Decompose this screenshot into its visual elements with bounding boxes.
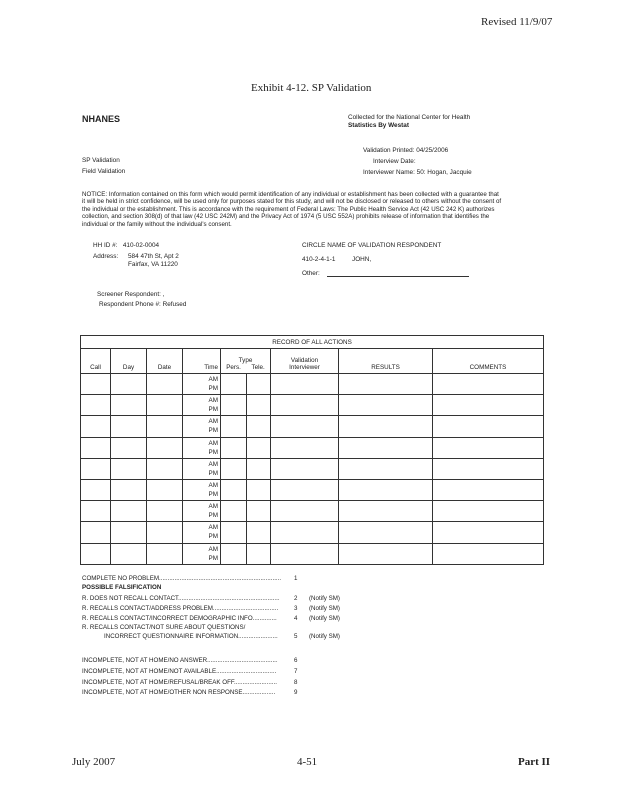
table-title: RECORD OF ALL ACTIONS bbox=[81, 336, 544, 349]
cell-pers[interactable] bbox=[221, 374, 247, 395]
code-note: (Notify SM) bbox=[309, 615, 340, 622]
cell-pers[interactable] bbox=[221, 543, 247, 564]
col-time: Time bbox=[183, 349, 221, 374]
cell-comments[interactable] bbox=[433, 437, 544, 458]
cell-comments[interactable] bbox=[433, 395, 544, 416]
cell-tele[interactable] bbox=[247, 543, 271, 564]
cell-call[interactable] bbox=[81, 395, 111, 416]
cell-day[interactable] bbox=[111, 458, 147, 479]
code-note: (Notify SM) bbox=[309, 595, 340, 602]
pm-label: PM bbox=[208, 554, 218, 562]
code-label: R. DOES NOT RECALL CONTACT........................................................... bbox=[82, 595, 280, 602]
code-number: 7 bbox=[294, 668, 298, 675]
pm-label: PM bbox=[208, 406, 218, 414]
cell-comments[interactable] bbox=[433, 458, 544, 479]
cell-date[interactable] bbox=[147, 522, 183, 543]
cell-call[interactable] bbox=[81, 374, 111, 395]
cell-day[interactable] bbox=[111, 437, 147, 458]
table-row bbox=[81, 543, 544, 564]
cell-pers[interactable] bbox=[221, 458, 247, 479]
col-date: Date bbox=[147, 349, 183, 374]
type-label: Type bbox=[238, 357, 253, 364]
screener-label: Screener Respondent: bbox=[97, 291, 161, 298]
cell-results[interactable] bbox=[339, 479, 433, 500]
code-label: INCOMPLETE, NOT AT HOME/NO ANSWER......................................... bbox=[82, 657, 278, 664]
cell-time[interactable] bbox=[183, 374, 221, 395]
code-number: 4 bbox=[294, 615, 298, 622]
am-label: AM bbox=[208, 545, 218, 553]
result-code-item bbox=[82, 605, 340, 612]
cell-day[interactable] bbox=[111, 416, 147, 437]
interview-date-label: Interview Date: bbox=[373, 158, 416, 165]
cell-interviewer[interactable] bbox=[271, 458, 339, 479]
record-of-actions-table bbox=[80, 335, 544, 565]
interviewer-name-value: 50: Hogan, Jacquie bbox=[416, 169, 472, 176]
col-tele: Tele. bbox=[251, 364, 265, 371]
cell-interviewer[interactable] bbox=[271, 479, 339, 500]
collected-line1: Collected for the National Center for Health bbox=[348, 114, 471, 121]
footer-date: July 2007 bbox=[72, 756, 116, 768]
code-label: POSSIBLE FALSIFICATION bbox=[82, 584, 162, 591]
table-row bbox=[81, 395, 544, 416]
pm-label: PM bbox=[208, 533, 218, 541]
code-label: INCOMPLETE, NOT AT HOME/REFUSAL/BREAK OFF......................... bbox=[82, 679, 277, 686]
code-number: 8 bbox=[294, 679, 298, 686]
cell-time[interactable] bbox=[183, 395, 221, 416]
result-code-item bbox=[82, 689, 298, 696]
cell-call[interactable] bbox=[81, 543, 111, 564]
pm-label: PM bbox=[208, 469, 218, 477]
cell-comments[interactable] bbox=[433, 543, 544, 564]
cell-results[interactable] bbox=[339, 522, 433, 543]
circle-respondent-label: CIRCLE NAME OF VALIDATION RESPONDENT bbox=[302, 242, 442, 249]
result-code-item bbox=[82, 584, 161, 591]
phone-label: Respondent Phone #: bbox=[99, 301, 161, 308]
cell-results[interactable] bbox=[339, 374, 433, 395]
hhid-label: HH ID #: bbox=[93, 242, 118, 249]
cell-day[interactable] bbox=[111, 543, 147, 564]
table-row bbox=[81, 437, 544, 458]
cell-comments[interactable] bbox=[433, 416, 544, 437]
code-label: INCOMPLETE, NOT AT HOME/NOT AVAILABLE................................... bbox=[82, 668, 277, 675]
result-code-item bbox=[82, 657, 298, 664]
validation-printed-value: 04/25/2006 bbox=[416, 147, 449, 154]
cell-results[interactable] bbox=[339, 543, 433, 564]
cell-results[interactable] bbox=[339, 395, 433, 416]
cell-interviewer[interactable] bbox=[271, 501, 339, 522]
am-label: AM bbox=[208, 503, 218, 511]
cell-time[interactable] bbox=[183, 416, 221, 437]
cell-day[interactable] bbox=[111, 522, 147, 543]
am-label: AM bbox=[208, 460, 218, 468]
cell-date[interactable] bbox=[147, 395, 183, 416]
result-code-item bbox=[104, 633, 340, 640]
pm-label: PM bbox=[208, 427, 218, 435]
am-label: AM bbox=[208, 397, 218, 405]
hhid-value: 410-02-0004 bbox=[122, 242, 160, 249]
collected-line2: Statistics By Westat bbox=[348, 122, 409, 129]
code-number: 1 bbox=[294, 575, 298, 582]
other-input-line[interactable] bbox=[327, 276, 469, 277]
cell-time[interactable] bbox=[183, 437, 221, 458]
cell-date[interactable] bbox=[147, 543, 183, 564]
screener-value: , bbox=[162, 291, 165, 298]
cell-time[interactable] bbox=[183, 458, 221, 479]
cell-call[interactable] bbox=[81, 501, 111, 522]
address-line1: 584 47th St, Apt 2 bbox=[128, 253, 179, 260]
code-label: R. RECALLS CONTACT/INCORRECT DEMOGRAPHIC INFO.............. bbox=[82, 615, 277, 622]
code-label: R. RECALLS CONTACT/NOT SURE ABOUT QUESTIONS/ bbox=[82, 624, 246, 631]
cell-interviewer[interactable] bbox=[271, 395, 339, 416]
code-number: 9 bbox=[294, 689, 298, 696]
phone-value: Refused bbox=[162, 301, 187, 308]
cell-pers[interactable] bbox=[221, 501, 247, 522]
interviewer-name-label: Interviewer Name: bbox=[363, 169, 415, 176]
result-code-item bbox=[82, 595, 340, 602]
cell-date[interactable] bbox=[147, 374, 183, 395]
cell-results[interactable] bbox=[339, 416, 433, 437]
cell-results[interactable] bbox=[339, 437, 433, 458]
cell-comments[interactable] bbox=[433, 479, 544, 500]
revised-date: Revised 11/9/07 bbox=[481, 16, 553, 28]
code-label: INCORRECT QUESTIONNAIRE INFORMATION....................... bbox=[104, 633, 278, 640]
cell-time[interactable] bbox=[183, 522, 221, 543]
am-label: AM bbox=[208, 376, 218, 384]
pm-label: PM bbox=[208, 385, 218, 393]
table-row bbox=[81, 479, 544, 500]
respondent-name: JOHN, bbox=[352, 256, 372, 263]
col-results: RESULTS bbox=[339, 349, 433, 374]
cell-day[interactable] bbox=[111, 501, 147, 522]
code-number: 6 bbox=[294, 657, 298, 664]
col-type bbox=[221, 349, 271, 374]
cell-call[interactable] bbox=[81, 437, 111, 458]
pm-label: PM bbox=[208, 512, 218, 520]
code-label: R. RECALLS CONTACT/ADDRESS PROBLEM...................................... bbox=[82, 605, 279, 612]
code-number: 5 bbox=[294, 633, 298, 640]
cell-pers[interactable] bbox=[221, 416, 247, 437]
cell-tele[interactable] bbox=[247, 522, 271, 543]
cell-pers[interactable] bbox=[221, 522, 247, 543]
cell-call[interactable] bbox=[81, 458, 111, 479]
respondent-id: 410-2-4-1-1 bbox=[302, 256, 336, 263]
cell-interviewer[interactable] bbox=[271, 522, 339, 543]
cell-comments[interactable] bbox=[433, 522, 544, 543]
cell-pers[interactable] bbox=[221, 479, 247, 500]
cell-date[interactable] bbox=[147, 416, 183, 437]
address-line2: Fairfax, VA 11220 bbox=[128, 261, 178, 268]
cell-date[interactable] bbox=[147, 437, 183, 458]
org-name: NHANES bbox=[82, 114, 121, 124]
cell-interviewer[interactable] bbox=[271, 543, 339, 564]
exhibit-title: Exhibit 4-12. SP Validation bbox=[251, 82, 372, 94]
pm-label: PM bbox=[208, 491, 218, 499]
cell-interviewer[interactable] bbox=[271, 437, 339, 458]
field-validation: Field Validation bbox=[82, 168, 126, 175]
table-row bbox=[81, 374, 544, 395]
code-number: 2 bbox=[294, 595, 298, 602]
cell-tele[interactable] bbox=[247, 479, 271, 500]
code-note: (Notify SM) bbox=[309, 633, 340, 640]
code-label: INCOMPLETE, NOT AT HOME/OTHER NON RESPONSE................... bbox=[82, 689, 276, 696]
validation-printed-label: Validation Printed: bbox=[363, 147, 415, 154]
cell-tele[interactable] bbox=[247, 395, 271, 416]
am-label: AM bbox=[208, 482, 218, 490]
table-row bbox=[81, 501, 544, 522]
cell-time[interactable] bbox=[183, 543, 221, 564]
am-label: AM bbox=[208, 418, 218, 426]
cell-day[interactable] bbox=[111, 374, 147, 395]
code-note: (Notify SM) bbox=[309, 605, 340, 612]
result-code-item bbox=[82, 668, 298, 675]
am-label: AM bbox=[208, 524, 218, 532]
cell-results[interactable] bbox=[339, 501, 433, 522]
col-validation-interviewer: Validation Interviewer bbox=[271, 349, 339, 374]
am-label: AM bbox=[208, 439, 218, 447]
col-pers: Pers. bbox=[226, 364, 241, 371]
cell-date[interactable] bbox=[147, 458, 183, 479]
cell-time[interactable] bbox=[183, 479, 221, 500]
cell-comments[interactable] bbox=[433, 501, 544, 522]
sp-validation: SP Validation bbox=[82, 157, 120, 164]
cell-time[interactable] bbox=[183, 501, 221, 522]
page-number: 4-51 bbox=[297, 756, 318, 768]
cell-tele[interactable] bbox=[247, 416, 271, 437]
cell-call[interactable] bbox=[81, 479, 111, 500]
col-day: Day bbox=[111, 349, 147, 374]
table-row bbox=[81, 458, 544, 479]
cell-interviewer[interactable] bbox=[271, 416, 339, 437]
code-number: 3 bbox=[294, 605, 298, 612]
cell-date[interactable] bbox=[147, 479, 183, 500]
result-code-item bbox=[82, 624, 245, 631]
cell-day[interactable] bbox=[111, 395, 147, 416]
cell-tele[interactable] bbox=[247, 501, 271, 522]
footer-part: Part II bbox=[518, 756, 551, 768]
col-call: Call bbox=[81, 349, 111, 374]
cell-call[interactable] bbox=[81, 522, 111, 543]
cell-results[interactable] bbox=[339, 458, 433, 479]
cell-call[interactable] bbox=[81, 416, 111, 437]
cell-pers[interactable] bbox=[221, 395, 247, 416]
cell-pers[interactable] bbox=[221, 437, 247, 458]
table-row bbox=[81, 416, 544, 437]
pm-label: PM bbox=[208, 448, 218, 456]
cell-day[interactable] bbox=[111, 479, 147, 500]
code-label: COMPLETE NO PROBLEM....................................................................... bbox=[82, 575, 282, 582]
cell-interviewer[interactable] bbox=[271, 374, 339, 395]
result-code-item bbox=[82, 615, 340, 622]
address-label: Address: bbox=[93, 253, 119, 260]
cell-comments[interactable] bbox=[433, 374, 544, 395]
result-code-item bbox=[82, 575, 298, 582]
other-label: Other: bbox=[302, 270, 320, 277]
cell-tele[interactable] bbox=[247, 374, 271, 395]
col-comments: COMMENTS bbox=[433, 349, 544, 374]
table-row bbox=[81, 522, 544, 543]
result-code-item bbox=[82, 679, 298, 686]
cell-tele[interactable] bbox=[247, 437, 271, 458]
cell-tele[interactable] bbox=[247, 458, 271, 479]
cell-date[interactable] bbox=[147, 501, 183, 522]
privacy-notice: NOTICE: Information contained on this form which would permit identification of any individual or establishment has been collected with a guarantee that it will be held in strict confidence, will be used only for purposes stated for this study, and will not be disclosed or released to others without the consent of the individual or the establishment. This is accordance with the requirement of Federal Laws: The Public Health Service Act (42 USC 242 K) authorizes collection, and section 308(d) of that law (42 USC 242M) and the Privacy Act of 1974 (5 USC 552A) prohibits release of information that identifies the individual or the family without the individual's consent. bbox=[82, 191, 502, 228]
